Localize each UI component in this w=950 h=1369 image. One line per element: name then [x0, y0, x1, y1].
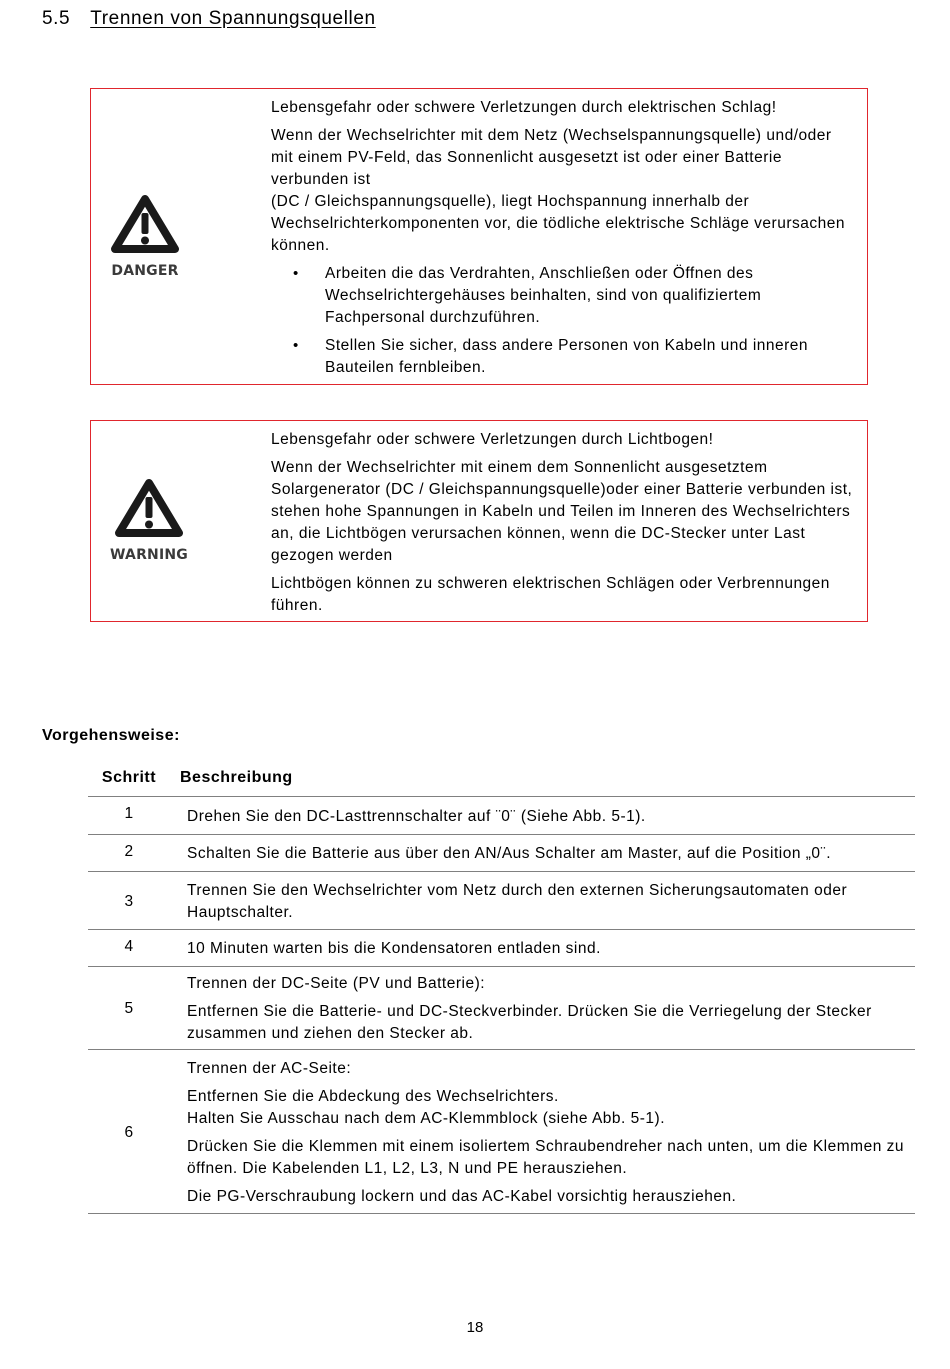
warning-label: WARNING — [110, 547, 188, 563]
step-line: Trennen Sie den Wechselrichter vom Netz durch den externen Sicherungsautomaten oder Hauptschalter. — [187, 881, 848, 921]
warning-text — [271, 429, 853, 623]
warning-body-2: Lichtbögen können zu schweren elektrischen Schlägen oder Verbrennungen führen. — [271, 575, 830, 614]
step-line: Trennen der AC-Seite: — [187, 1059, 352, 1077]
warning-triangle-icon — [113, 477, 185, 541]
warning-headline: Lebensgefahr oder schwere Verletzungen durch Lichtbogen! — [271, 431, 714, 448]
danger-body: Wenn der Wechselrichter mit dem Netz (Wechselspannungsquelle) und/oder mit einem PV-Feld, das Sonnenlicht ausgesetzt ist oder einer Batterie verbunden ist — [271, 127, 832, 188]
step-line: Drehen Sie den DC-Lasttrennschalter auf ¨0¨ (Siehe Abb. 5-1). — [187, 807, 646, 825]
procedure-table — [88, 760, 915, 1214]
danger-bullet: • Stellen Sie sicher, dass andere Personen von Kabeln und inneren Bauteilen fernbleiben. — [271, 335, 853, 379]
warning-triangle-icon — [109, 193, 181, 257]
step-number: 1 — [88, 797, 170, 835]
step-number: 4 — [88, 930, 170, 967]
step-line: Entfernen Sie die Batterie- und DC-Steckverbinder. Drücken Sie die Verriegelung der Stecker zusammen und ziehen den Stecker ab. — [187, 1003, 872, 1042]
column-header-description: Beschreibung — [170, 760, 915, 797]
step-description — [170, 1050, 915, 1214]
step-description — [170, 835, 915, 872]
warning-body: Wenn der Wechselrichter mit einem dem Sonnenlicht ausgesetztem Solargenerator (DC / Gleichspannungsquelle)oder einer Batterie verbunden ist, stehen hohe Spannungen in Kabeln und Teilen im Inneren des Wechselrichters an, die Lichtbögen verursachen können, wenn die DC-Stecker unter Last gezogen werden — [271, 459, 853, 564]
danger-box — [90, 88, 868, 385]
step-line: Trennen der DC-Seite (PV und Batterie): — [187, 975, 486, 992]
table-row — [88, 797, 915, 835]
step-line: Schalten Sie die Batterie aus über den AN/Aus Schalter am Master, auf die Position „0¨. — [187, 845, 832, 862]
step-description — [170, 967, 915, 1050]
warning-sign — [110, 477, 188, 563]
table-row — [88, 1050, 915, 1214]
step-description — [170, 797, 915, 835]
step-line: Die PG-Verschraubung lockern und das AC-Kabel vorsichtig herausziehen. — [187, 1187, 737, 1205]
table-header-row — [88, 760, 915, 797]
step-line: 10 Minuten warten bis die Kondensatoren entladen sind. — [187, 940, 601, 957]
step-description — [170, 872, 915, 930]
danger-body-2: (DC / Gleichspannungsquelle), liegt Hochspannung innerhalb der Wechselrichterkomponenten vor, die tödliche elektrische Schläge verursachen können. — [271, 193, 845, 254]
section-title: Trennen von Spannungsquellen — [90, 8, 376, 29]
column-header-step: Schritt — [88, 760, 170, 797]
danger-headline: Lebensgefahr oder schwere Verletzungen durch elektrischen Schlag! — [271, 99, 777, 116]
danger-text — [271, 97, 853, 385]
step-number: 2 — [88, 835, 170, 872]
danger-sign — [109, 193, 181, 279]
danger-bullets — [271, 263, 853, 379]
danger-bullet: • Arbeiten die das Verdrahten, Anschließen oder Öffnen des Wechselrichtergehäuses beinhalten, sind von qualifiziertem Fachpersonal durchzuführen. — [271, 263, 853, 329]
table-row — [88, 872, 915, 930]
danger-label: DANGER — [111, 263, 179, 279]
step-line: Entfernen Sie die Abdeckung des Wechselrichters. Halten Sie Ausschau nach dem AC-Klemmblock (siehe Abb. 5-1). — [187, 1087, 666, 1127]
step-description — [170, 930, 915, 967]
warning-box — [90, 420, 868, 622]
step-line: Drücken Sie die Klemmen mit einem isoliertem Schraubendreher nach unten, um die Klemmen zu öffnen. Die Kabelenden L1, L2, L3, N und PE herausziehen. — [187, 1137, 904, 1177]
table-row — [88, 967, 915, 1050]
section-number: 5.5 — [42, 8, 71, 29]
procedure-label: Vorgehensweise: — [42, 727, 180, 744]
step-number: 6 — [88, 1050, 170, 1214]
step-number: 3 — [88, 872, 170, 930]
table-row — [88, 930, 915, 967]
table-row — [88, 835, 915, 872]
page-number: 18 — [466, 1319, 484, 1336]
step-number: 5 — [88, 967, 170, 1050]
section-heading — [42, 8, 376, 30]
